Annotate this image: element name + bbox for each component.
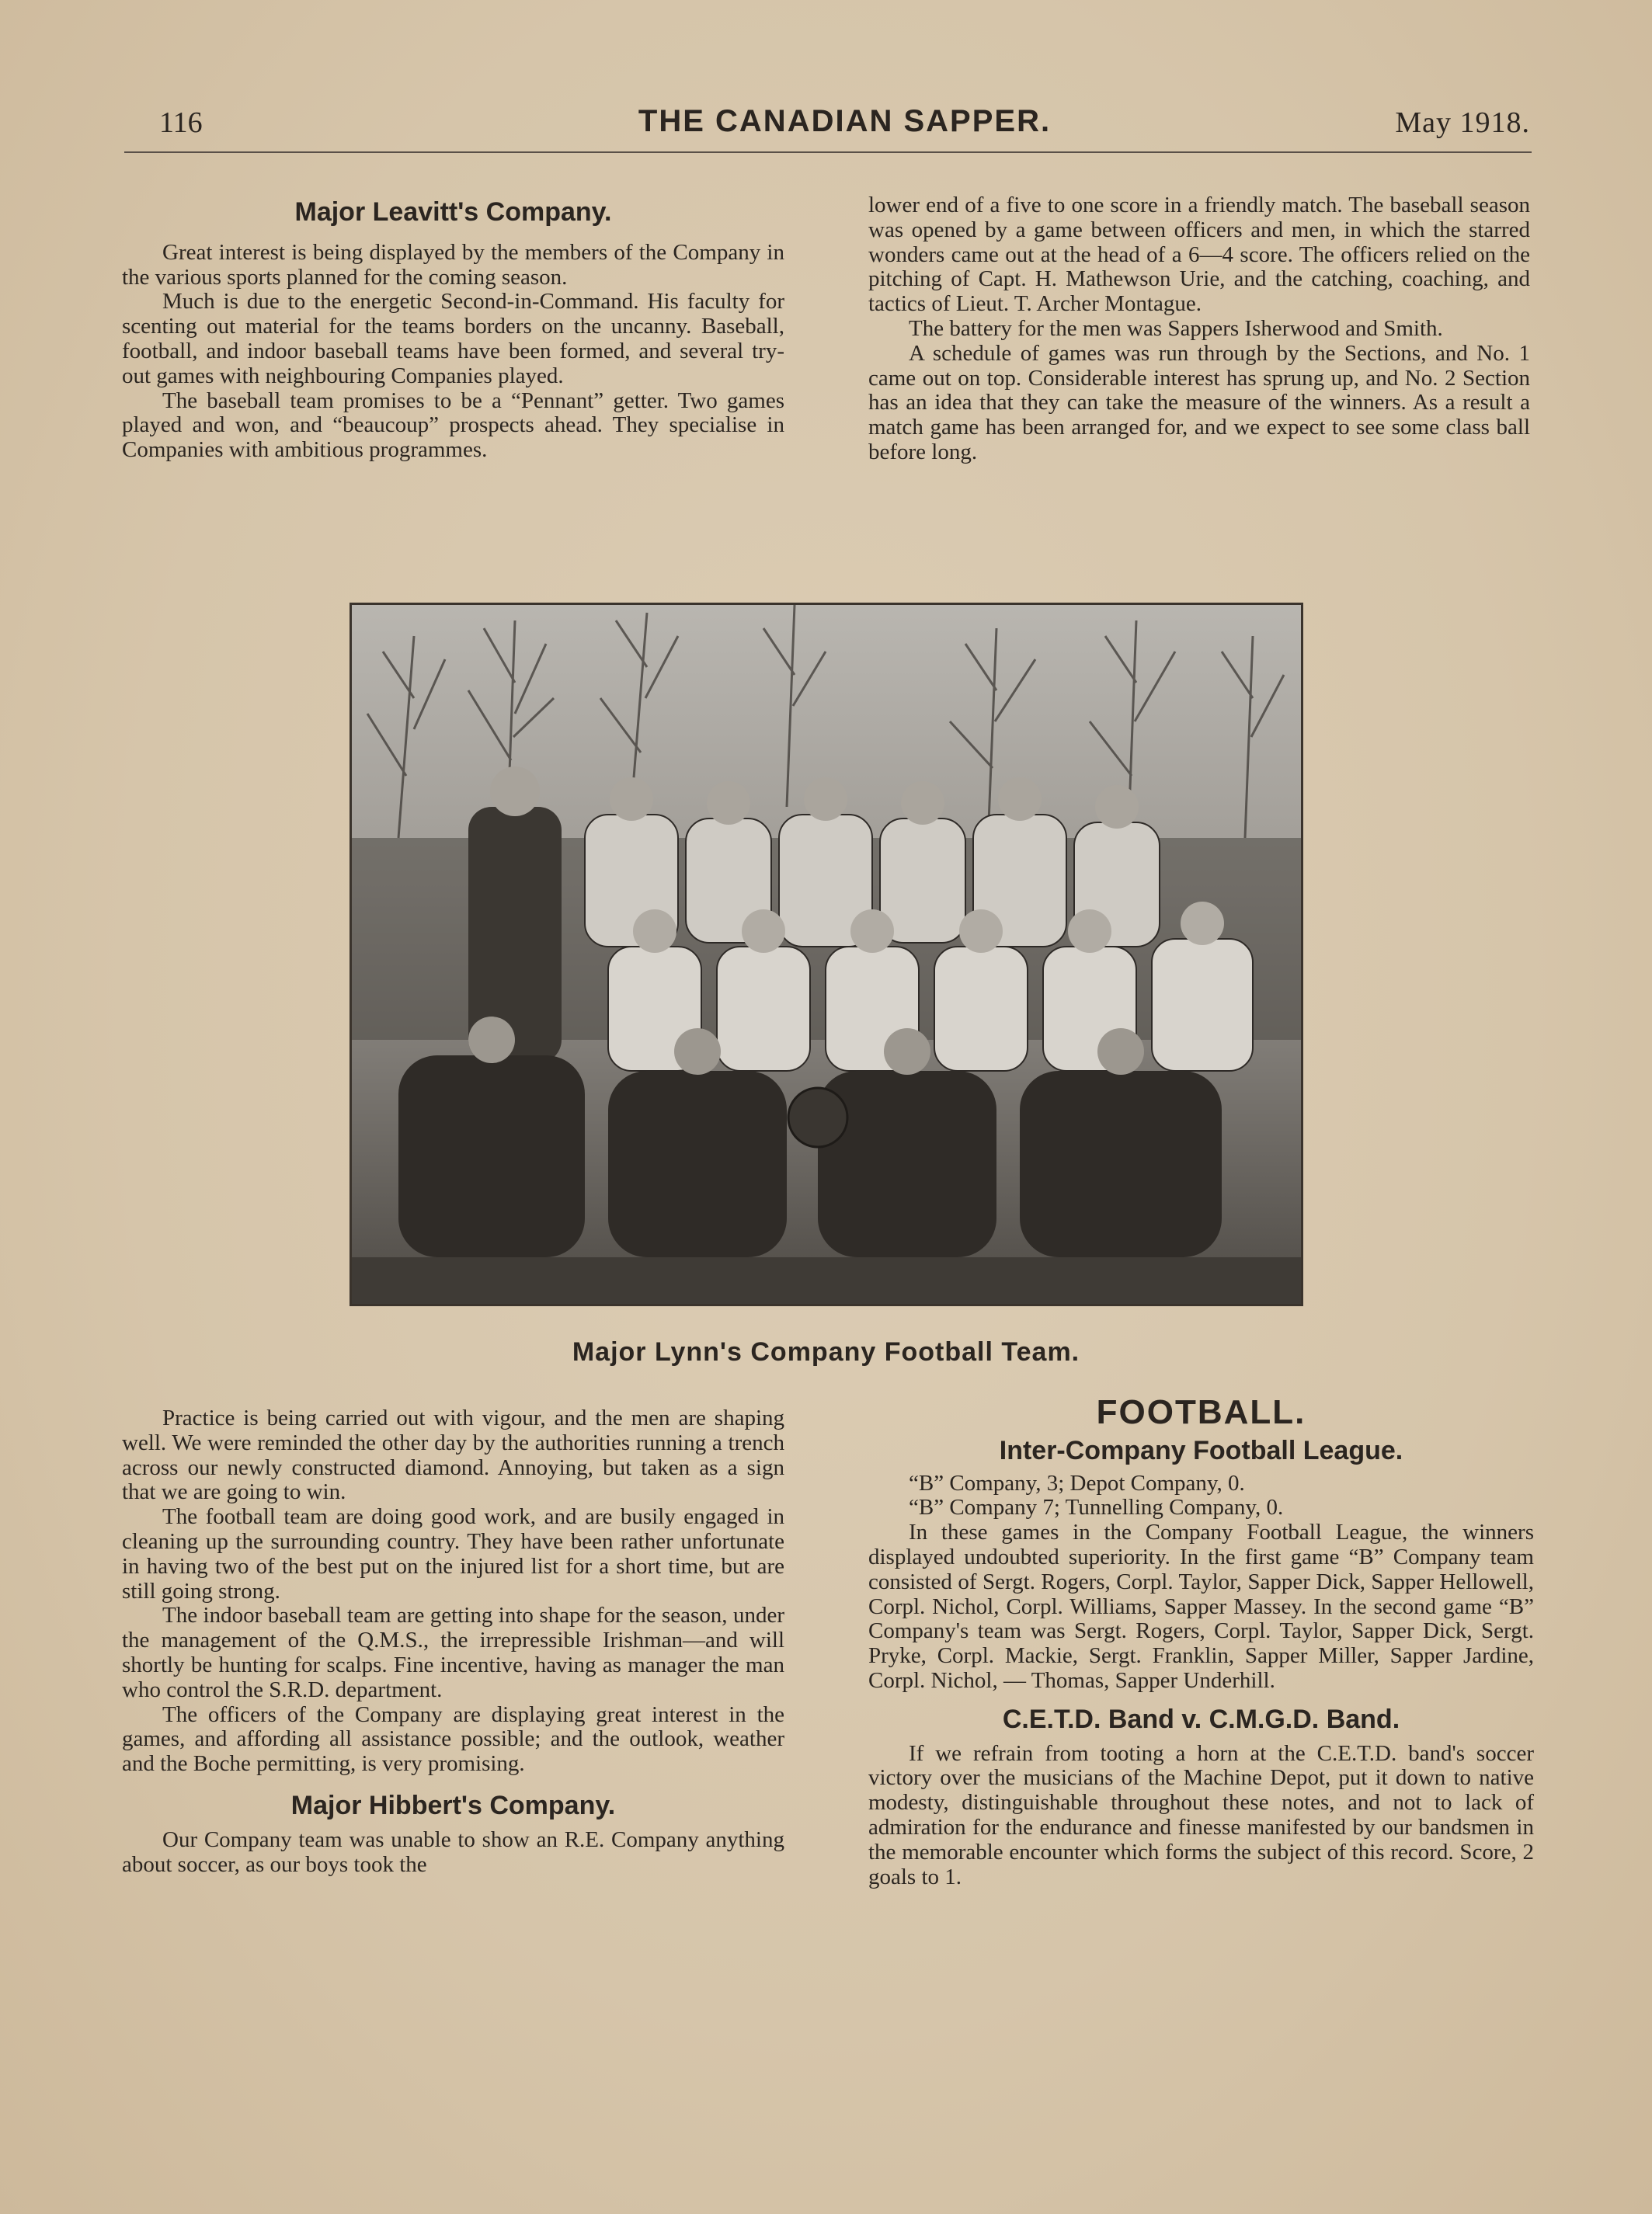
paragraph: In these games in the Company Football League, the winners displayed undoubted superiority. In the first game “B” Company team consisted of Sergt. Rogers, Corpl. Taylor, Sapper Dick, Sapper Hellowell, Corpl. Nichol, Corpl. Williams, Sapper Massey. In the second game “B” Company's team was Sergt. Rogers, Corpl. Taylor, Sapper Dick, Sergt. Pryke, Corpl. Mackie, Sergt. Franklin, Sapper Miller, Sapper Jardine, Corpl. Nichol, — Thomas, Sapper Underhill. (868, 1520, 1534, 1693)
paragraph: A schedule of games was run through by the Sections, and No. 1 came out on top. Considerable interest has sprung up, and No. 2 Section has an idea that they can take the measure of the winners. As a result a match game has been arranged for, and we expect to see some class ball before long. (868, 340, 1530, 464)
paragraph: If we refrain from tooting a horn at the C.E.T.D. band's soccer victory over the musicians of the Machine Depot, put it down to native modesty, distinguishable throughout these notes, and not to lack of admiration for the endurance and finesse manifested by our bandsmen in the memorable encounter which forms the subject of this record. Score, 2 goals to 1. (868, 1740, 1534, 1889)
team-photograph-image (352, 605, 1301, 1304)
paragraph: The battery for the men was Sappers Isherwood and Smith. (909, 315, 1443, 341)
league-result: “B” Company, 3; Depot Company, 0. (909, 1470, 1245, 1496)
team-photograph (350, 603, 1303, 1306)
column-bottom-left (122, 1406, 784, 1877)
section-heading-hibbert: Major Hibbert's Company. (290, 1790, 616, 1820)
paragraph: Much is due to the energetic Second-in-Command. His faculty for scenting out material for the teams borders on the uncanny. Baseball, football, and indoor baseball teams have been formed, and several try-out games with neighbouring Companies played. (122, 289, 784, 388)
column-bottom-right (868, 1393, 1534, 1889)
page-number: 116 (159, 106, 203, 139)
paragraph: The football team are doing good work, and are busily engaged in cleaning up the surrounding country. They have been rather unfortunate in having two of the best put on the injured list for a short time, but are still going strong. (122, 1504, 784, 1604)
issue-date: May 1918. (1395, 106, 1530, 139)
column-top-right (868, 193, 1530, 465)
paragraph: Our Company team was unable to show an R.E. Company anything about soccer, as our boys took the (122, 1826, 784, 1877)
paragraph: Practice is being carried out with vigour, and the men are shaping well. We were reminded the other day by the authorities running a trench across our newly constructed diamond. Annoying, but taken as a sign that we are going to win. (122, 1406, 784, 1505)
photo-caption: Major Lynn's Company Football Team. (572, 1337, 1080, 1367)
football-heading: FOOTBALL. (1096, 1393, 1306, 1431)
paragraph: The officers of the Company are displaying great interest in the games, and affording all assistance possible; and the outlook, weather and the Boche permitting, is very promising. (122, 1701, 784, 1777)
paragraph: The baseball team promises to be a “Pennant” getter. Two games played and won, and “beaucoup” prospects ahead. They specialise in Companies with ambitious programmes. (122, 388, 784, 463)
running-head (159, 99, 1530, 146)
band-match-heading: C.E.T.D. Band v. C.M.G.D. Band. (1002, 1704, 1400, 1734)
header-rule (124, 151, 1532, 153)
column-top-left (122, 197, 784, 463)
section-heading-leavitt: Major Leavitt's Company. (294, 197, 612, 227)
journal-title: THE CANADIAN SAPPER. (638, 104, 1052, 138)
paragraph: Great interest is being displayed by the members of the Company in the various sports planned for the coming season. (122, 239, 784, 290)
league-heading: Inter-Company Football League. (999, 1435, 1403, 1465)
league-result: “B” Company 7; Tunnelling Company, 0. (909, 1495, 1284, 1521)
paragraph: lower end of a five to one score in a friendly match. The baseball season was opened by a game between officers and men, in which the starred wonders came out at the head of a 6—4 score. The officers relied on the pitching of Capt. H. Mathewson Urie, and the catching, coaching, and tactics of Lieut. T. Archer Montague. (868, 193, 1530, 317)
paragraph: The indoor baseball team are getting into shape for the season, under the management of the Q.M.S., the irrepressible Irishman—and will shortly be hunting for scalps. Fine incentive, having as manager the man who control the S.R.D. department. (122, 1603, 784, 1702)
